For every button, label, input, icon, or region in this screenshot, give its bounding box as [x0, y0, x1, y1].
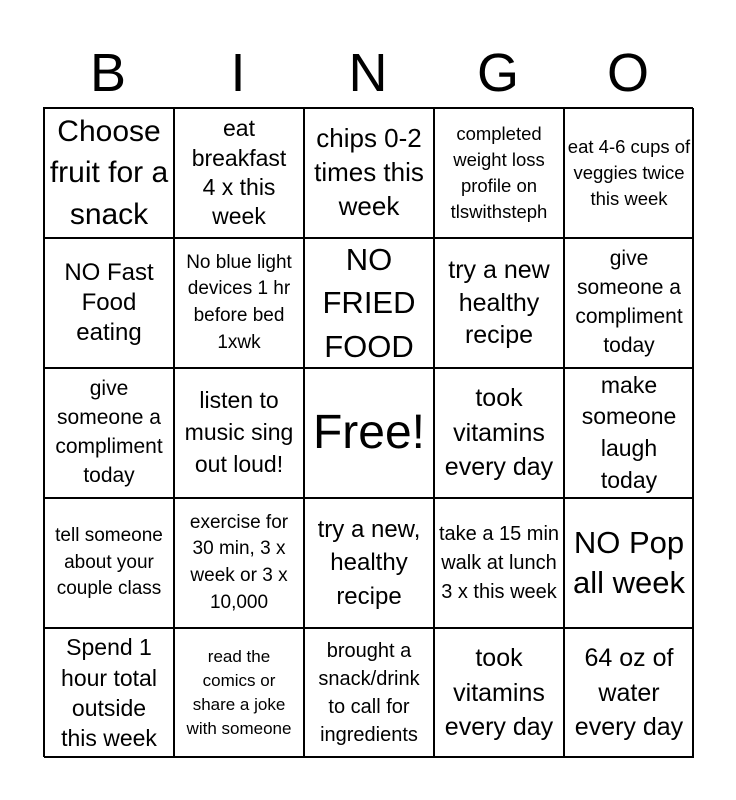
bingo-board: [43, 107, 693, 757]
cell-text: give someone a compliment today: [55, 377, 163, 487]
header-letter-o: O: [606, 43, 649, 103]
header-letter-b: B: [89, 43, 127, 103]
bingo-cell: [304, 498, 434, 628]
cell-text: try a new healthy recipe: [448, 256, 550, 350]
bingo-cell: [434, 368, 564, 498]
bingo-cell: [564, 238, 694, 368]
cell-text: give someone a compliment today: [575, 247, 683, 357]
cell-text: No blue light devices 1 hr before bed 1xwk: [186, 251, 292, 353]
cell-text: try a new, healthy recipe: [317, 515, 421, 610]
cell-text: eat 4-6 cups of veggies twice this week: [567, 136, 691, 209]
bingo-cell: [174, 368, 304, 498]
bingo-cell: [44, 108, 174, 238]
header-letter-i: I: [230, 43, 246, 103]
bingo-cell: [434, 238, 564, 368]
cell-text: NO Fast Food eating: [64, 259, 154, 346]
cell-text: 64 oz of water every day: [574, 644, 684, 742]
cell-text: read the comics or share a joke with someone: [186, 647, 292, 738]
bingo-cell: [564, 108, 694, 238]
cell-text: completed weight loss profile on tlswithsteph: [450, 123, 548, 222]
bingo-header: [43, 40, 693, 106]
cell-text: listen to music sing out loud!: [184, 387, 294, 477]
bingo-cell: [44, 498, 174, 628]
cell-text: tell someone about your couple class: [55, 525, 163, 600]
bingo-cell: [44, 238, 174, 368]
cell-text: took vitamins every day: [444, 384, 554, 482]
cell-text: brought a snack/drink to call for ingredients: [318, 640, 420, 746]
cell-text: take a 15 min walk at lunch 3 x this week: [438, 522, 560, 603]
cell-text: took vitamins every day: [444, 644, 554, 742]
cell-text: chips 0-2 times this week: [314, 123, 424, 221]
bingo-cell: [304, 628, 434, 758]
bingo-cell: [434, 628, 564, 758]
cell-text: exercise for 30 min, 3 x week or 3 x 10,000: [189, 511, 289, 613]
cell-text: Choose fruit for a snack: [49, 114, 169, 231]
bingo-cell: [44, 368, 174, 498]
header-letter-g: G: [476, 43, 519, 103]
bingo-cell: [174, 238, 304, 368]
bingo-cell: [434, 498, 564, 628]
cell-text free-space: Free!: [312, 405, 426, 459]
cell-text: eat breakfast 4 x this week: [191, 115, 287, 230]
bingo-cell: [434, 108, 564, 238]
bingo-cell: [564, 498, 694, 628]
bingo-cell: [564, 368, 694, 498]
cell-text: Spend 1 hour total outside this week: [61, 634, 157, 752]
bingo-cell: [44, 628, 174, 758]
bingo-cell: [304, 108, 434, 238]
cell-text: NO FRIED FOOD: [322, 241, 416, 364]
bingo-cell: [304, 238, 434, 368]
bingo-cell: [174, 498, 304, 628]
header-letter-n: N: [348, 43, 388, 103]
bingo-cell: [174, 108, 304, 238]
cell-text: NO Pop all week: [573, 524, 685, 600]
bingo-cell: [174, 628, 304, 758]
cell-text: make someone laugh today: [581, 371, 677, 493]
bingo-cell: [564, 628, 694, 758]
bingo-cell: [304, 368, 434, 498]
